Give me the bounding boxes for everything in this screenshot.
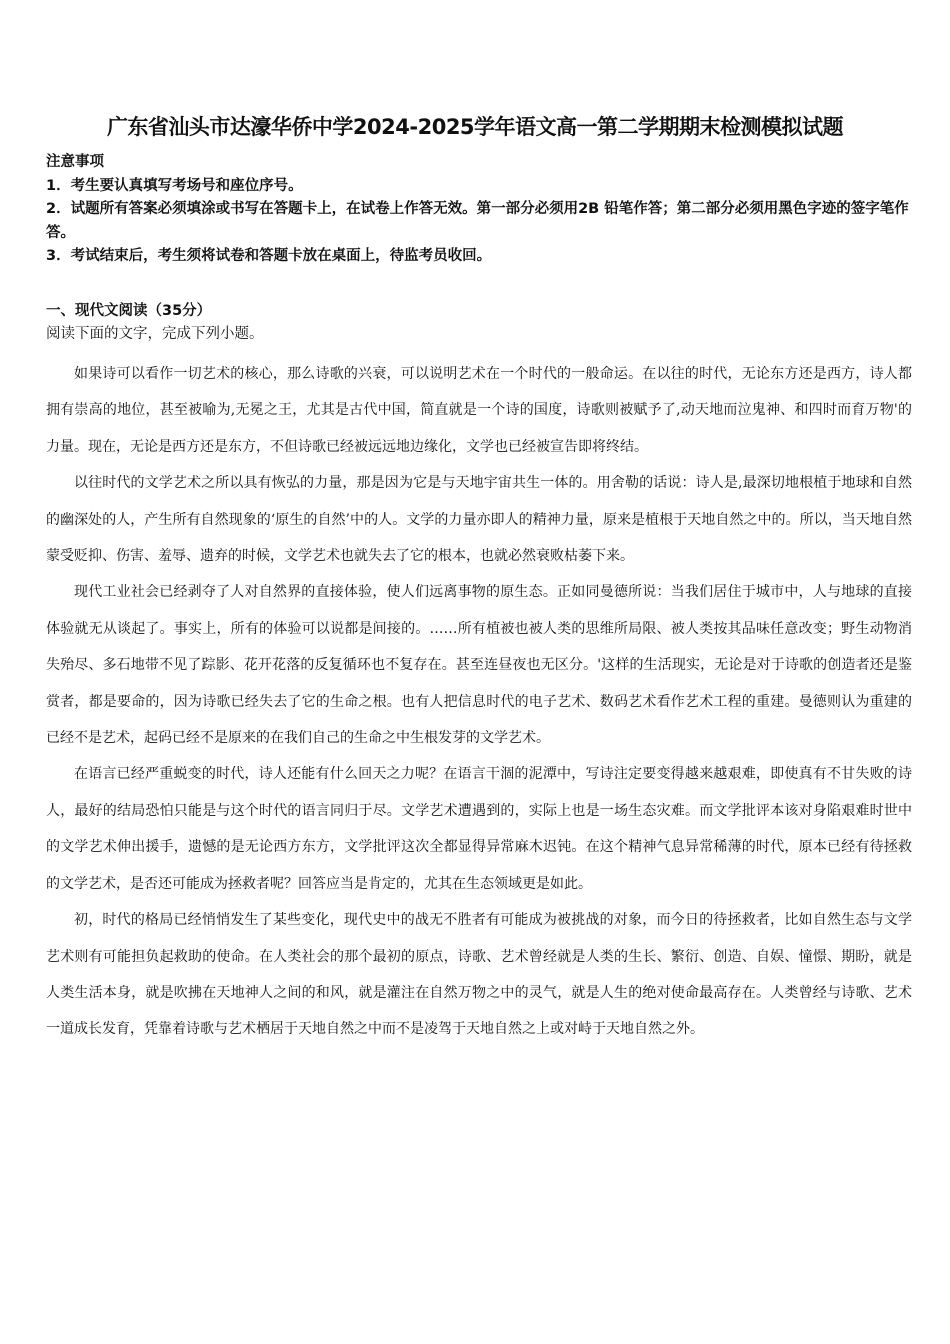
passage-paragraph: 如果诗可以看作一切艺术的核心，那么诗歌的兴衰，可以说明艺术在一个时代的一般命运。在以往的时代，无论东方还是西方，诗人都拥有崇高的地位，甚至被喻为,无冕之王，尤其是古代中国，简直就是一个诗的国度，诗歌则被赋予了,动天地而泣鬼神、和四时而育万物'的力量。现在，无论是西方还是东方，不但诗歌已经被远远地边缘化，文学也已经被宣告即将终结。 [46,366,912,455]
section-heading: 一、现代文阅读（35分） [46,303,212,319]
notice-heading: 注意事项 [46,154,104,170]
notice-item: 1．考生要认真填写考场号和座位序号。 [46,177,303,194]
notice-block [46,151,916,269]
reading-passage [46,356,912,1048]
passage-paragraph: 现代工业社会已经剥夺了人对自然界的直接体验，使人们远离事物的原生态。正如同曼德所说：当我们居住于城市中，人与地球的直接体验就无从谈起了。事实上，所有的体验可以说都是间接的。……所有植被也被人类的思维所局限、被人类按其品味任意改变；野生动物消失殆尽、多石地带不见了踪影、花开花落的反复循环也不复存在。甚至连昼夜也无区分。'这样的生活现实，无论是对于诗歌的创造者还是鉴赏者，都是要命的，因为诗歌已经失去了它的生命之根。也有人把信息时代的电子艺术、数码艺术看作艺术工程的重建。曼德则认为重建的已经不是艺术，起码已经不是原来的在我们自己的生命之中生根发芽的文学艺术。 [46,584,912,747]
passage-paragraph: 初，时代的格局已经悄悄发生了某些变化，现代史中的战无不胜者有可能成为被挑战的对象，而今日的待拯救者，比如自然生态与文学艺术则有可能担负起救助的使命。在人类社会的那个最初的原点，诗歌、艺术曾经就是人类的生长、繁衍、创造、自娱、憧憬、期盼，就是人类生活本身，就是吹拂在天地神人之间的和风，就是灌注在自然万物之中的灵气，就是人生的绝对使命最高存在。人类曾经与诗歌、艺术一道成长发育，凭靠着诗歌与艺术栖居于天地自然之中而不是凌驾于天地自然之上或对峙于天地自然之外。 [46,912,912,1038]
passage-paragraph: 以往时代的文学艺术之所以具有恢弘的力量，那是因为它是与天地宇宙共生一体的。用舍勒的话说：诗人是,最深切地根植于地球和自然的幽深处的人，产生所有自然现象的‘原生的自然’中的人。文学的力量亦即人的精神力量，原来是植根于天地自然之中的。所以，当天地自然蒙受贬抑、伤害、羞辱、遗弃的时候，文学艺术也就失去了它的根本，也就必然衰败枯萎下来。 [46,475,912,565]
notice-item: 2．试题所有答案必须填涂或书写在答题卡上，在试卷上作答无效。第一部分必须用2B 铅笔作答；第二部分必须用黑色字迹的签字笔作答。 [46,201,909,241]
section-instruction: 阅读下面的文字，完成下列小题。 [46,326,264,342]
document-title: 广东省汕头市达濠华侨中学2024-2025学年语文高一第二学期期末检测模拟试题 [106,115,844,139]
passage-paragraph: 在语言已经严重蜕变的时代，诗人还能有什么回天之力呢？在语言干涸的泥潭中，写诗注定要变得越来越艰难，即使真有不甘失败的诗人，最好的结局恐怕只能是与这个时代的语言同归于尽。文学艺术遭遇到的，实际上也是一场生态灾难。而文学批评本该对身陷艰难时世中的文学艺术伸出援手，遗憾的是无论西方东方，文学批评这次全都显得异常麻木迟钝。在这个精神气息异常稀薄的时代，原本已经有待拯救的文学艺术，是否还可能成为拯救者呢？回答应当是肯定的，尤其在生态领域更是如此。 [46,766,912,892]
section-header [46,300,916,346]
notice-item: 3．考试结束后，考生须将试卷和答题卡放在桌面上，待监考员收回。 [46,248,492,264]
